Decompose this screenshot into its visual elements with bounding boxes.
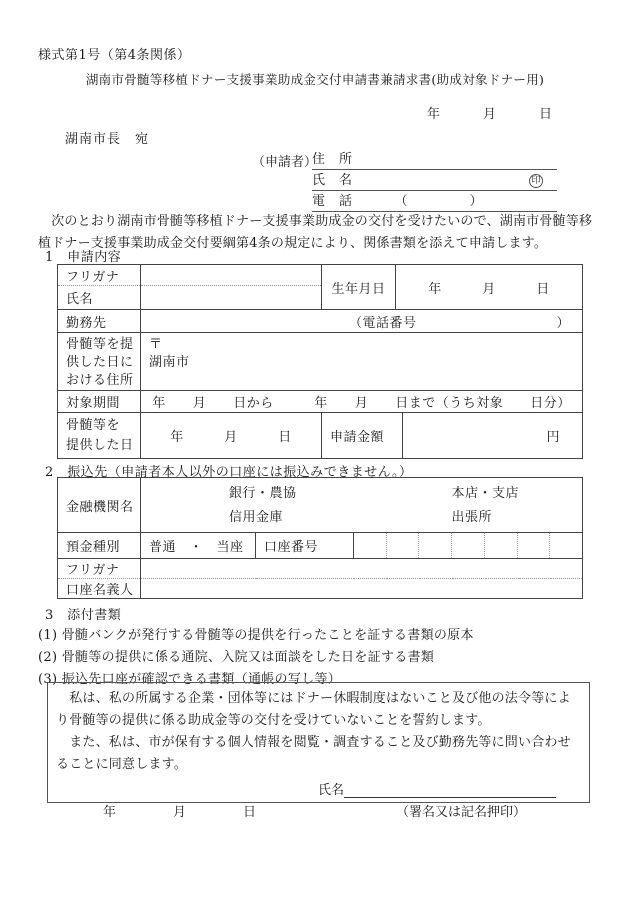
table-row	[58, 478, 583, 533]
table-row	[58, 533, 583, 559]
table-row	[58, 413, 583, 459]
date-field-top[interactable]: 年 月 日	[426, 107, 553, 122]
form-number: 様式第1号（第4条関係）	[38, 48, 191, 63]
donation-date-label: 骨髄等を 提供した日	[58, 413, 141, 459]
table-row	[58, 265, 583, 286]
account-digit-cell[interactable]	[386, 533, 419, 558]
signature-note: （署名又は記名押印）	[395, 805, 526, 820]
deposit-type-options[interactable]: 普通 ・ 当座	[141, 533, 256, 559]
amount-label: 申請金額	[322, 413, 403, 459]
account-digit-cell[interactable]	[549, 533, 582, 558]
signature-field[interactable]	[318, 779, 556, 798]
account-digit-cell[interactable]	[418, 533, 451, 558]
phone-field[interactable]	[312, 191, 557, 212]
applicant-block	[252, 149, 557, 212]
workplace-input-cell[interactable]	[141, 310, 583, 333]
attachment-item: (2) 骨髄等の提供に係る通院、入院又は面談をした日を証する書類	[38, 650, 435, 665]
account-furigana-input-cell[interactable]	[141, 559, 583, 579]
name-input-cell[interactable]	[141, 286, 322, 310]
addressee: 湖南市長 宛	[65, 132, 150, 147]
applicant-phone-row	[252, 191, 557, 212]
seal-wrap	[529, 172, 543, 188]
applicant-name-row	[252, 170, 557, 191]
applicant-address-row	[252, 149, 557, 170]
table-row	[58, 391, 583, 413]
account-number-label: 口座番号	[256, 533, 354, 559]
signature-name-label: 氏名	[317, 783, 344, 798]
section3-heading: 3 添付書類	[45, 608, 122, 623]
name-label: 氏 名	[312, 173, 353, 188]
section1-heading: 1 申請内容	[45, 250, 122, 265]
postal-mark: 〒	[149, 337, 163, 352]
deposit-type-label: 預金種別	[58, 533, 141, 559]
declaration-box	[47, 682, 590, 820]
table-row	[58, 310, 583, 333]
workplace-phone-open: （電話番号	[349, 315, 417, 331]
declaration-sign-block	[318, 779, 556, 820]
workplace-label: 勤務先	[58, 310, 141, 333]
birthdate-input-cell[interactable]: 年 月 日	[396, 265, 583, 310]
city-prefill: 湖南市	[149, 355, 190, 370]
bank-name-label: 金融機関名	[58, 478, 141, 533]
account-holder-input-cell[interactable]	[141, 579, 583, 599]
intro-paragraph: 次のとおり湖南市骨髄等移植ドナー支援事業助成金の交付を受けたいので、湖南市骨髄等移植ドナー支援事業助成金交付要綱第4条の規定により、関係書類を添えて申請します。	[38, 214, 593, 251]
page-title: 湖南市骨髄等移植ドナー支援事業助成金交付申請書兼請求書(助成対象ドナー用)	[85, 72, 545, 87]
workplace-phone-close: ）	[556, 315, 571, 331]
period-label: 対象期間	[58, 391, 141, 413]
amount-input-cell[interactable]: 円	[403, 413, 583, 459]
seal-icon: 印	[529, 174, 543, 188]
account-furigana-label: フリガナ	[58, 559, 141, 579]
bank-type-options[interactable]: 銀行・農協 信用金庫	[229, 486, 297, 525]
donation-address-label: 骨髄等を提 供した日に おける住所	[58, 333, 141, 391]
table-row	[58, 559, 583, 579]
phone-label: 電 話	[312, 194, 353, 209]
account-digit-cell[interactable]	[354, 533, 386, 558]
section2-heading: 2 振込先（申請者本人以外の口座には振込みできません。）	[45, 465, 413, 480]
name-field[interactable]	[312, 170, 557, 191]
donation-address-input-cell[interactable]	[141, 333, 583, 391]
declaration-paragraph-2: また、私は、市が保有する個人情報を閲覧・調査すること及び勤務先等に問い合わせることに同意します。	[56, 735, 571, 772]
address-field[interactable]	[312, 149, 557, 170]
period-input-cell[interactable]: 年 月 日から 年 月 日まで（うち対象 日分）	[141, 391, 583, 413]
account-number-input[interactable]	[354, 533, 583, 559]
phone-paren: （ ）	[394, 194, 485, 209]
signature-rule[interactable]	[344, 782, 556, 798]
address-label: 住 所	[312, 152, 353, 167]
account-digit-cell[interactable]	[517, 533, 550, 558]
account-digit-cell[interactable]	[451, 533, 484, 558]
declaration-paragraph-1: 私は、私の所属する企業・団体等にはドナー休暇制度はないこと及び他の法令等により骨髄等の提供に係る助成金等の交付を受けていないことを誓約します。	[56, 691, 571, 728]
attachment-item: (3) 振込先口座が確認できる書類（通帳の写し等）	[38, 672, 342, 687]
branch-type-options[interactable]: 本店・支店 出張所	[451, 486, 520, 525]
account-holder-label: 口座名義人	[58, 579, 141, 599]
furigana-input-cell[interactable]	[141, 265, 322, 286]
attachment-item: (1) 骨髄バンクが発行する骨髄等の提供を行ったことを証する書類の原本	[38, 628, 474, 643]
account-digit-cell[interactable]	[484, 533, 517, 558]
declaration-signature-row	[56, 779, 581, 820]
name-label: 氏名	[58, 286, 141, 310]
declaration-date-field[interactable]: 年 月 日	[103, 805, 258, 820]
table-row	[58, 333, 583, 391]
furigana-label: フリガナ	[58, 265, 141, 286]
applicant-prefix: （申請者）	[252, 155, 318, 170]
bank-name-input-cell[interactable]	[141, 478, 583, 533]
bank-transfer-table	[57, 477, 583, 599]
birthdate-label: 生年月日	[322, 265, 396, 310]
application-details-table	[57, 264, 583, 459]
table-row	[58, 579, 583, 599]
donation-date-input-cell[interactable]: 年 月 日	[141, 413, 322, 459]
